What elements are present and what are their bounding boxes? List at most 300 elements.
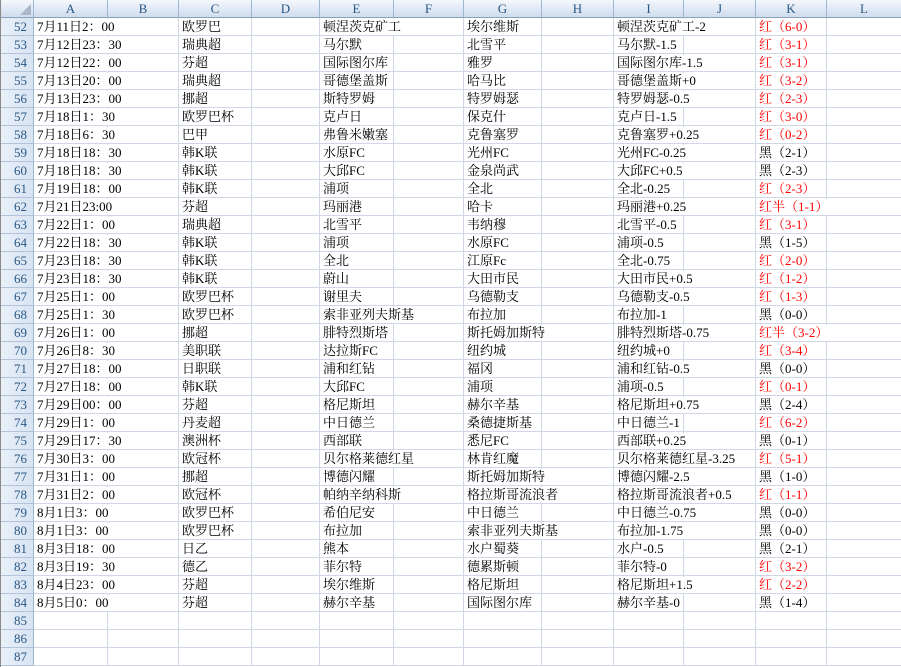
cell-H86[interactable] [542,630,614,648]
cell-F59[interactable] [394,144,464,162]
row-header-82[interactable]: 82 [1,558,34,576]
cell-K68[interactable] [756,306,827,324]
cell-K63[interactable] [756,216,827,234]
cell-C67[interactable] [179,288,252,306]
cell-J80[interactable] [684,522,756,540]
cell-L85[interactable] [827,612,901,630]
cell-D78[interactable] [252,486,320,504]
cell-L57[interactable] [827,108,901,126]
cell-D68[interactable] [252,306,320,324]
cell-G74[interactable] [464,414,542,432]
cell-A73[interactable] [34,396,122,414]
cell-H65[interactable] [542,252,614,270]
cell-F60[interactable] [394,162,464,180]
cell-E73[interactable] [320,396,394,414]
cell-H60[interactable] [542,162,614,180]
cell-H64[interactable] [542,234,614,252]
cell-L82[interactable] [827,558,901,576]
cell-D63[interactable] [252,216,320,234]
row-header-66[interactable]: 66 [1,270,34,288]
cell-J53[interactable] [684,36,756,54]
cell-E76[interactable] [320,450,415,468]
cell-L72[interactable] [827,378,901,396]
col-header-C[interactable]: C [179,0,252,18]
cell-I62[interactable] [614,198,687,216]
cell-A78[interactable] [34,486,116,504]
cell-F52[interactable] [394,18,464,36]
cell-K77[interactable] [756,468,827,486]
cell-B70[interactable] [108,342,179,360]
cell-J84[interactable] [684,594,756,612]
cell-B83[interactable] [108,576,179,594]
cell-H73[interactable] [542,396,614,414]
cell-H83[interactable] [542,576,614,594]
cell-C75[interactable] [179,432,252,450]
cell-G65[interactable] [464,252,542,270]
cell-H63[interactable] [542,216,614,234]
cell-K85[interactable] [756,612,827,630]
cell-A66[interactable] [34,270,122,288]
cell-K67[interactable] [756,288,827,306]
cell-I69[interactable] [614,324,710,342]
cell-H54[interactable] [542,54,614,72]
cell-F81[interactable] [394,540,464,558]
cell-J67[interactable] [684,288,756,306]
cell-A67[interactable] [34,288,116,306]
cell-F69[interactable] [394,324,464,342]
cell-J56[interactable] [684,90,756,108]
cell-L83[interactable] [827,576,901,594]
cell-A81[interactable] [34,540,116,558]
cell-I78[interactable] [614,486,732,504]
cell-E67[interactable] [320,288,394,306]
cell-B86[interactable] [108,630,179,648]
cell-C74[interactable] [179,414,252,432]
select-all-button[interactable] [1,0,34,18]
cell-G87[interactable] [464,648,542,666]
cell-D57[interactable] [252,108,320,126]
cell-I80[interactable] [614,522,684,540]
cell-G73[interactable] [464,396,542,414]
cell-I74[interactable] [614,414,684,432]
cell-K69[interactable] [756,324,827,342]
cell-K72[interactable] [756,378,827,396]
cell-K78[interactable] [756,486,827,504]
row-header-56[interactable]: 56 [1,90,34,108]
cell-K83[interactable] [756,576,827,594]
cell-C64[interactable] [179,234,252,252]
cell-G54[interactable] [464,54,542,72]
cell-A59[interactable] [34,144,122,162]
cell-H71[interactable] [542,360,614,378]
cell-H68[interactable] [542,306,614,324]
cell-A74[interactable] [34,414,116,432]
col-header-A[interactable]: A [34,0,108,18]
cell-F67[interactable] [394,288,464,306]
row-header-78[interactable]: 78 [1,486,34,504]
cell-A52[interactable] [34,18,115,36]
cell-A75[interactable] [34,432,122,450]
cell-E69[interactable] [320,324,394,342]
cell-I55[interactable] [614,72,696,90]
cell-I58[interactable] [614,126,700,144]
row-header-57[interactable]: 57 [1,108,34,126]
col-header-I[interactable]: I [614,0,684,18]
cell-D55[interactable] [252,72,320,90]
cell-C55[interactable] [179,72,252,90]
cell-D79[interactable] [252,504,320,522]
cell-K71[interactable] [756,360,827,378]
row-header-73[interactable]: 73 [1,396,34,414]
cell-C81[interactable] [179,540,252,558]
cell-K86[interactable] [756,630,827,648]
cell-C68[interactable] [179,306,252,324]
cell-J63[interactable] [684,216,756,234]
cell-G61[interactable] [464,180,542,198]
cell-I61[interactable] [614,180,684,198]
cell-E62[interactable] [320,198,394,216]
cell-J72[interactable] [684,378,756,396]
cell-L59[interactable] [827,144,901,162]
cell-H57[interactable] [542,108,614,126]
cell-D83[interactable] [252,576,320,594]
cell-K70[interactable] [756,342,827,360]
col-header-H[interactable]: H [542,0,614,18]
cell-D86[interactable] [252,630,320,648]
cell-A82[interactable] [34,558,116,576]
cell-L78[interactable] [827,486,901,504]
cell-I72[interactable] [614,378,684,396]
cell-F72[interactable] [394,378,464,396]
cell-A53[interactable] [34,36,122,54]
cell-E60[interactable] [320,162,394,180]
row-header-83[interactable]: 83 [1,576,34,594]
cell-F63[interactable] [394,216,464,234]
cell-D56[interactable] [252,90,320,108]
cell-B57[interactable] [108,108,179,126]
cell-A70[interactable] [34,342,116,360]
cell-J66[interactable] [684,270,756,288]
cell-F84[interactable] [394,594,464,612]
cell-G59[interactable] [464,144,542,162]
cell-A61[interactable] [34,180,122,198]
cell-I76[interactable] [614,450,736,468]
cell-F57[interactable] [394,108,464,126]
row-header-54[interactable]: 54 [1,54,34,72]
cell-E82[interactable] [320,558,394,576]
cell-G84[interactable] [464,594,542,612]
cell-B79[interactable] [108,504,179,522]
cell-A55[interactable] [34,72,122,90]
cell-B69[interactable] [108,324,179,342]
cell-D58[interactable] [252,126,320,144]
cell-D73[interactable] [252,396,320,414]
cell-D64[interactable] [252,234,320,252]
cell-D65[interactable] [252,252,320,270]
cell-F77[interactable] [394,468,464,486]
cell-H74[interactable] [542,414,614,432]
cell-A64[interactable] [34,234,122,252]
cell-C60[interactable] [179,162,252,180]
cell-I77[interactable] [614,468,690,486]
cell-I52[interactable] [614,18,706,36]
cell-J83[interactable] [684,576,756,594]
cell-L80[interactable] [827,522,901,540]
row-header-52[interactable]: 52 [1,18,34,36]
cell-E68[interactable] [320,306,415,324]
row-header-74[interactable]: 74 [1,414,34,432]
cell-F56[interactable] [394,90,464,108]
cell-C59[interactable] [179,144,252,162]
row-header-75[interactable]: 75 [1,432,34,450]
cell-G60[interactable] [464,162,542,180]
cell-K61[interactable] [756,180,827,198]
cell-J62[interactable] [684,198,756,216]
cell-A87[interactable] [34,648,108,666]
cell-G80[interactable] [464,522,559,540]
cell-I67[interactable] [614,288,690,306]
cell-L65[interactable] [827,252,901,270]
cell-I60[interactable] [614,162,684,180]
row-header-64[interactable]: 64 [1,234,34,252]
cell-B68[interactable] [108,306,179,324]
cell-E54[interactable] [320,54,394,72]
cell-C86[interactable] [179,630,252,648]
col-header-G[interactable]: G [464,0,542,18]
cell-J86[interactable] [684,630,756,648]
cell-L56[interactable] [827,90,901,108]
cell-B84[interactable] [108,594,179,612]
cell-A65[interactable] [34,252,122,270]
row-header-84[interactable]: 84 [1,594,34,612]
cell-A56[interactable] [34,90,122,108]
cell-D81[interactable] [252,540,320,558]
cell-G85[interactable] [464,612,542,630]
cell-C73[interactable] [179,396,252,414]
cell-F65[interactable] [394,252,464,270]
cell-D61[interactable] [252,180,320,198]
cell-D52[interactable] [252,18,320,36]
cell-I87[interactable] [614,648,684,666]
cell-E74[interactable] [320,414,394,432]
cell-I53[interactable] [614,36,684,54]
cell-D77[interactable] [252,468,320,486]
cell-H62[interactable] [542,198,614,216]
cell-D60[interactable] [252,162,320,180]
cell-H85[interactable] [542,612,614,630]
cell-F61[interactable] [394,180,464,198]
col-header-B[interactable]: B [108,0,179,18]
row-header-79[interactable]: 79 [1,504,34,522]
cell-F54[interactable] [394,54,464,72]
cell-F58[interactable] [394,126,464,144]
row-header-55[interactable]: 55 [1,72,34,90]
col-header-K[interactable]: K [756,0,827,18]
cell-E56[interactable] [320,90,394,108]
cell-H72[interactable] [542,378,614,396]
cell-D76[interactable] [252,450,320,468]
cell-E86[interactable] [320,630,394,648]
row-header-87[interactable]: 87 [1,648,34,666]
cell-C61[interactable] [179,180,252,198]
col-header-L[interactable]: L [827,0,901,18]
cell-C53[interactable] [179,36,252,54]
cell-L63[interactable] [827,216,901,234]
cell-G79[interactable] [464,504,542,522]
cell-I56[interactable] [614,90,690,108]
cell-J74[interactable] [684,414,756,432]
cell-G83[interactable] [464,576,542,594]
cell-E58[interactable] [320,126,394,144]
cell-C77[interactable] [179,468,252,486]
cell-L73[interactable] [827,396,901,414]
cell-L66[interactable] [827,270,901,288]
cell-L86[interactable] [827,630,901,648]
cell-C72[interactable] [179,378,252,396]
cell-K57[interactable] [756,108,827,126]
cell-J60[interactable] [684,162,756,180]
cell-K80[interactable] [756,522,827,540]
cell-L62[interactable] [827,198,901,216]
cell-G82[interactable] [464,558,542,576]
row-header-80[interactable]: 80 [1,522,34,540]
cell-A54[interactable] [34,54,122,72]
cell-C65[interactable] [179,252,252,270]
row-header-53[interactable]: 53 [1,36,34,54]
cell-K73[interactable] [756,396,827,414]
cell-E70[interactable] [320,342,394,360]
cell-L71[interactable] [827,360,901,378]
cell-D74[interactable] [252,414,320,432]
cell-A62[interactable] [34,198,113,216]
cell-E63[interactable] [320,216,394,234]
cell-J87[interactable] [684,648,756,666]
cell-I66[interactable] [614,270,693,288]
row-header-58[interactable]: 58 [1,126,34,144]
cell-G76[interactable] [464,450,542,468]
cell-D87[interactable] [252,648,320,666]
row-header-86[interactable]: 86 [1,630,34,648]
cell-E64[interactable] [320,234,394,252]
cell-D67[interactable] [252,288,320,306]
cell-K87[interactable] [756,648,827,666]
cell-E85[interactable] [320,612,394,630]
cell-F73[interactable] [394,396,464,414]
row-header-70[interactable]: 70 [1,342,34,360]
cell-L81[interactable] [827,540,901,558]
cell-H84[interactable] [542,594,614,612]
cell-K53[interactable] [756,36,827,54]
cell-H87[interactable] [542,648,614,666]
cell-F86[interactable] [394,630,464,648]
cell-C84[interactable] [179,594,252,612]
cell-I54[interactable] [614,54,703,72]
cell-B76[interactable] [108,450,179,468]
cell-D66[interactable] [252,270,320,288]
cell-L58[interactable] [827,126,901,144]
cell-B58[interactable] [108,126,179,144]
cell-C79[interactable] [179,504,252,522]
cell-G81[interactable] [464,540,542,558]
cell-J57[interactable] [684,108,756,126]
cell-H67[interactable] [542,288,614,306]
cell-J64[interactable] [684,234,756,252]
cell-E55[interactable] [320,72,394,90]
cell-A57[interactable] [34,108,116,126]
cell-D62[interactable] [252,198,320,216]
cell-I85[interactable] [614,612,684,630]
col-header-E[interactable]: E [320,0,394,18]
cell-I59[interactable] [614,144,684,162]
cell-E57[interactable] [320,108,394,126]
cell-L69[interactable] [827,324,901,342]
cell-J59[interactable] [684,144,756,162]
row-header-76[interactable]: 76 [1,450,34,468]
cell-D82[interactable] [252,558,320,576]
cell-G77[interactable] [464,468,546,486]
cell-H76[interactable] [542,450,614,468]
cell-K76[interactable] [756,450,827,468]
cell-A72[interactable] [34,378,122,396]
row-header-60[interactable]: 60 [1,162,34,180]
cell-E80[interactable] [320,522,394,540]
cell-C76[interactable] [179,450,252,468]
cell-G69[interactable] [464,324,546,342]
cell-H66[interactable] [542,270,614,288]
cell-C80[interactable] [179,522,252,540]
row-header-72[interactable]: 72 [1,378,34,396]
cell-D84[interactable] [252,594,320,612]
cell-C63[interactable] [179,216,252,234]
cell-B78[interactable] [108,486,179,504]
cell-D85[interactable] [252,612,320,630]
cell-J75[interactable] [684,432,756,450]
cell-E83[interactable] [320,576,394,594]
cell-G72[interactable] [464,378,542,396]
cell-F55[interactable] [394,72,464,90]
cell-G68[interactable] [464,306,542,324]
cell-F75[interactable] [394,432,464,450]
cell-I79[interactable] [614,504,697,522]
cell-H53[interactable] [542,36,614,54]
cell-I82[interactable] [614,558,684,576]
cell-F62[interactable] [394,198,464,216]
cell-G57[interactable] [464,108,542,126]
cell-A77[interactable] [34,468,116,486]
cell-A60[interactable] [34,162,122,180]
cell-K84[interactable] [756,594,827,612]
cell-E77[interactable] [320,468,394,486]
cell-K66[interactable] [756,270,827,288]
cell-H56[interactable] [542,90,614,108]
cell-B52[interactable] [108,18,179,36]
cell-I68[interactable] [614,306,684,324]
cell-E65[interactable] [320,252,394,270]
cell-D80[interactable] [252,522,320,540]
cell-G75[interactable] [464,432,542,450]
cell-K52[interactable] [756,18,827,36]
cell-H52[interactable] [542,18,614,36]
cell-G78[interactable] [464,486,559,504]
cell-L76[interactable] [827,450,901,468]
cell-I73[interactable] [614,396,700,414]
cell-B67[interactable] [108,288,179,306]
cell-F79[interactable] [394,504,464,522]
cell-E79[interactable] [320,504,394,522]
cell-C54[interactable] [179,54,252,72]
cell-L53[interactable] [827,36,901,54]
cell-G58[interactable] [464,126,542,144]
